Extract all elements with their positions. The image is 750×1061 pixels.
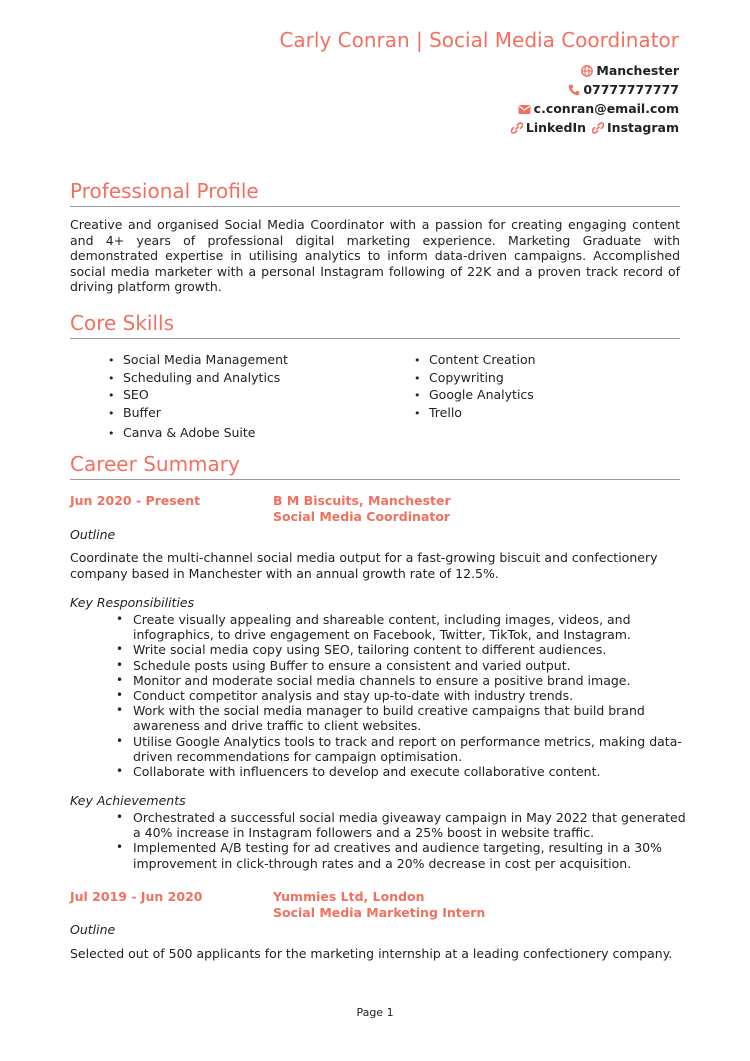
skill-item: • Google Analytics <box>414 387 536 405</box>
job-company: B M Biscuits, Manchester <box>273 493 451 508</box>
contact-phone <box>511 80 679 99</box>
list-item: • Collaborate with influencers to develop and execute collaborative content. <box>116 764 686 779</box>
job-role: Social Media Coordinator <box>273 509 451 524</box>
list-item: • Utilise Google Analytics tools to track and report on performance metrics, making data-driven recommendations for campaign optimisation. <box>116 734 686 764</box>
job-date: Jun 2020 - Present <box>70 493 201 508</box>
skill-item: • Social Media Management <box>108 352 288 370</box>
list-item: • Implemented A/B testing for ad creatives and audience targeting, resulting in a 30% improvement in click-through rates and a 20% decrease in cost per acquisition. <box>116 840 686 870</box>
email-text[interactable]: c.conran@email.com <box>533 101 679 116</box>
envelope-icon <box>518 101 534 116</box>
job-role: Social Media Marketing Intern <box>273 905 486 920</box>
outline-label: Outline <box>70 922 116 937</box>
skill-item: • Buffer <box>108 405 288 423</box>
link-icon <box>592 120 607 135</box>
achievements-list <box>116 810 686 871</box>
phone-icon <box>568 82 583 97</box>
skills-column-right <box>414 352 536 422</box>
list-item: • Orchestrated a successful social media giveaway campaign in May 2022 that generated a 40% increase in Instagram followers and a 25% boost in website traffic. <box>116 810 686 840</box>
contact-block <box>511 61 679 137</box>
profile-heading: Professional Profile <box>70 178 680 207</box>
phone-text: 07777777777 <box>583 82 679 97</box>
link-icon <box>511 120 526 135</box>
skill-item: • Copywriting <box>414 370 536 388</box>
career-heading: Career Summary <box>70 451 680 480</box>
achievements-label: Key Achievements <box>70 793 186 808</box>
skill-item: • SEO <box>108 387 288 405</box>
name-title: Carly Conran | Social Media Coordinator <box>279 28 679 52</box>
skill-item: • Scheduling and Analytics <box>108 370 288 388</box>
job-outline: Selected out of 500 applicants for the marketing internship at a leading confectionery company. <box>70 946 673 961</box>
page-number: Page 1 <box>356 1006 394 1019</box>
skills-heading: Core Skills <box>70 310 680 339</box>
job-outline: Coordinate the multi-channel social media output for a fast-growing biscuit and confectionery company based in Manchester with an annual growth rate of 12.5%. <box>70 550 658 581</box>
location-text: Manchester <box>596 63 679 78</box>
list-item: • Schedule posts using Buffer to ensure a consistent and varied output. <box>116 658 686 673</box>
contact-email[interactable] <box>511 99 679 118</box>
list-item: • Create visually appealing and shareable content, including images, videos, and infographics, to drive engagement on Facebook, Twitter, TikTok, and Instagram. <box>116 612 686 642</box>
skill-item: • Content Creation <box>414 352 536 370</box>
contact-links <box>511 118 679 137</box>
job-company: Yummies Ltd, London <box>273 889 425 904</box>
list-item: • Conduct competitor analysis and stay up-to-date with industry trends. <box>116 688 686 703</box>
outline-label: Outline <box>70 527 116 542</box>
list-item: • Monitor and moderate social media channels to ensure a positive brand image. <box>116 673 686 688</box>
responsibilities-list <box>116 612 686 779</box>
skill-item: • Canva & Adobe Suite <box>108 425 288 443</box>
job-date: Jul 2019 - Jun 2020 <box>70 889 203 904</box>
responsibilities-label: Key Responsibilities <box>70 595 195 610</box>
linkedin-label[interactable]: LinkedIn <box>525 120 587 135</box>
instagram-link[interactable] <box>592 120 679 135</box>
contact-location <box>511 61 679 80</box>
skill-item: • Trello <box>414 405 536 423</box>
linkedin-link[interactable] <box>511 120 586 135</box>
list-item: • Work with the social media manager to build creative campaigns that build brand awareness and drive traffic to client websites. <box>116 703 686 733</box>
skills-column-left <box>108 352 288 443</box>
globe-icon <box>581 63 596 78</box>
list-item: • Write social media copy using SEO, tailoring content to different audiences. <box>116 642 686 657</box>
instagram-label[interactable]: Instagram <box>607 120 679 135</box>
profile-text: Creative and organised Social Media Coordinator with a passion for creating engaging content and 4+ years of professional digital marketing experience. Marketing Graduate with demonstrated expertise in utilising analytics to inform data-driven campaigns. Accomplished social media marketer with a personal Instagram following of 22K and a proven track record of driving platform growth. <box>70 217 680 294</box>
